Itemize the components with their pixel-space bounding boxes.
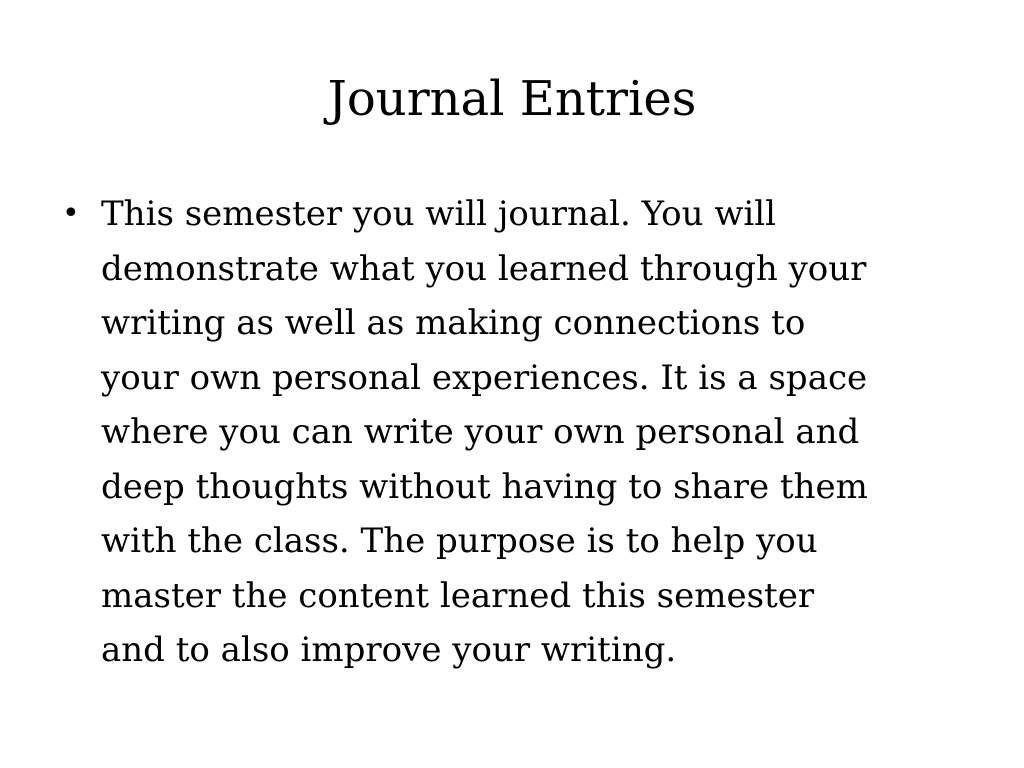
bullet-text-line: with the class. The purpose is to help you bbox=[101, 521, 818, 561]
bullet-text-line: and to also improve your writing. bbox=[101, 630, 677, 670]
bullet-item bbox=[50, 187, 980, 678]
slide-title: Journal Entries bbox=[327, 71, 697, 127]
bullet-icon: • bbox=[62, 196, 80, 231]
bullet-text-line: demonstrate what you learned through your bbox=[101, 248, 867, 289]
bullet-text-line: This semester you will journal. You will bbox=[101, 194, 777, 234]
bullet-text-line: deep thoughts without having to share them bbox=[101, 466, 868, 507]
bullet-text-line: master the content learned this semester bbox=[101, 575, 815, 616]
bullet-text-line: where you can write your own personal and bbox=[101, 412, 860, 452]
bullet-text bbox=[101, 187, 980, 678]
bullet-text-line: writing as well as making connections to bbox=[101, 303, 806, 343]
bullet-text-line: your own personal experiences. It is a space bbox=[101, 357, 868, 398]
bullet-list bbox=[50, 187, 980, 678]
